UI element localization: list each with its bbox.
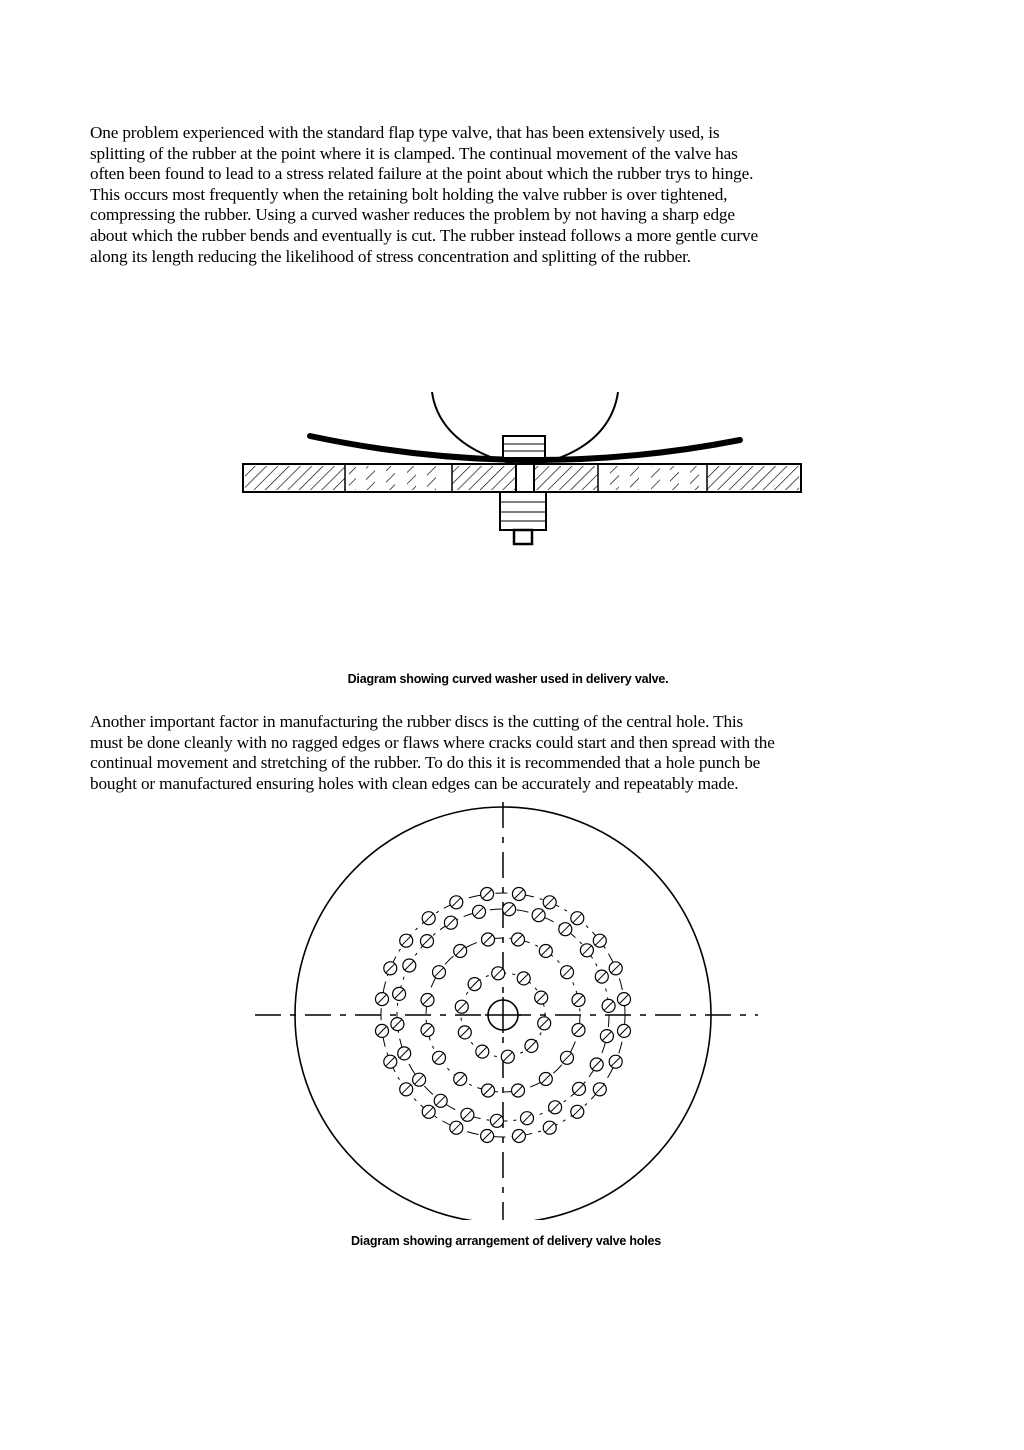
- curved-washer-diagram: [0, 370, 1024, 570]
- caption-curved-washer: Diagram showing curved washer used in delivery valve.: [347, 672, 669, 686]
- caption-hole-arrangement: Diagram showing arrangement of delivery valve holes: [350, 1234, 662, 1248]
- hole-arrangement-diagram: [0, 800, 1024, 1220]
- paragraph-flap-valve: One problem experienced with the standard flap type valve, that has been extensively used, is splitting of the rubber at the point where it is clamped. The continual movement of the valve has often been found to lead to a stress related failure at the point about which the rubber trys to hinge. This occurs most frequently when the retaining bolt holding the valve rubber is over tightened, compressing the rubber. Using a curved washer reduces the problem by not having a sharp edge about which the rubber bends and eventually is cut. The rubber instead follows a more gentle curve along its length reducing the likelihood of stress concentration and splitting of the rubber.: [90, 123, 758, 266]
- bolt-shank: [516, 464, 534, 492]
- bolt-nut: [500, 492, 546, 530]
- bolt-end: [514, 530, 532, 544]
- paragraph-central-hole: Another important factor in manufacturing the rubber discs is the cutting of the central hole. This must be done cleanly with no ragged edges or flaws where cracks could start and then spread with the continual movement and stretching of the rubber. To do this it is recommended that a hole punch be bought or manufactured ensuring holes with clean edges can be accurately and repeatably made.: [90, 712, 775, 793]
- bolt-head: [503, 436, 545, 458]
